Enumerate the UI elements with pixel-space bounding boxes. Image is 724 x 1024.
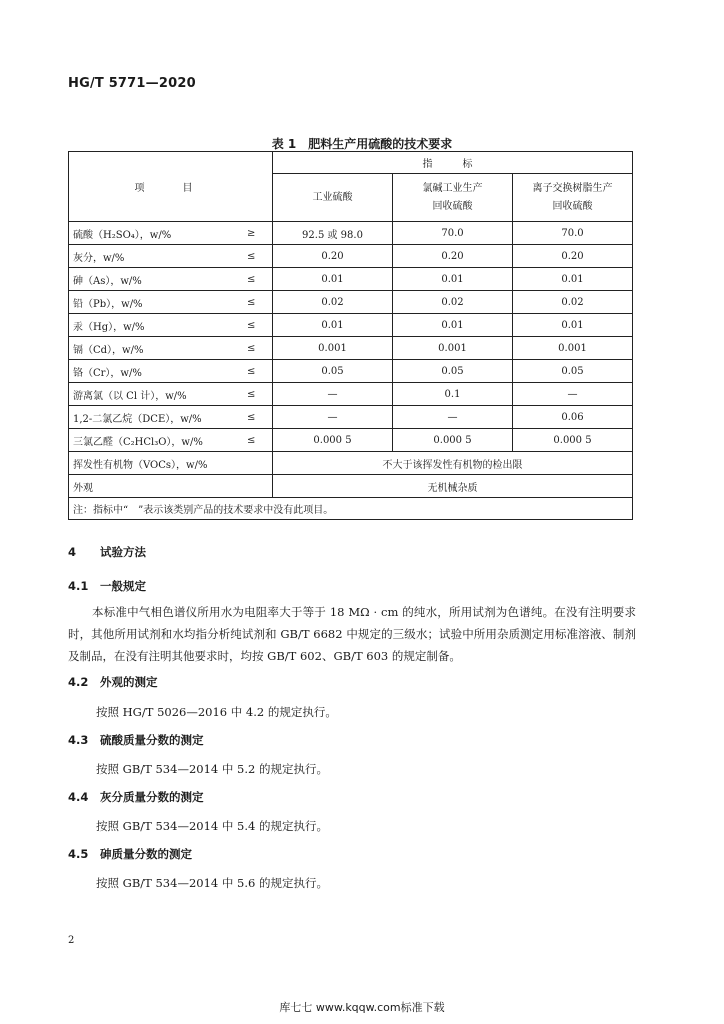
row-value: — [273, 406, 393, 429]
header-item: 项 目 [69, 152, 273, 222]
row-operator: ≤ [231, 337, 273, 360]
row-value: 0.02 [393, 291, 513, 314]
table-row [69, 383, 633, 406]
row-value: 0.01 [513, 268, 633, 291]
row-item: 铬（Cr），w/% [69, 360, 231, 383]
table-row [69, 245, 633, 268]
table-caption: 表 1 肥料生产用硫酸的技术要求 [271, 137, 453, 151]
row-operator: ≥ [231, 222, 273, 245]
section-4-3-text: 按照 GB/T 534—2014 中 5.2 的规定执行。 [96, 762, 328, 776]
row-item: 镉（Cd），w/% [69, 337, 231, 360]
row-operator: ≤ [231, 383, 273, 406]
table-note: 注：指标中“ ”表示该类别产品的技术要求中没有此项目。 [69, 498, 633, 520]
section-4-2-title: 4.2 外观的测定 [68, 675, 158, 689]
row-value: 0.001 [513, 337, 633, 360]
section-4-2-text: 按照 HG/T 5026—2016 中 4.2 的规定执行。 [96, 705, 337, 719]
row-value: 0.05 [273, 360, 393, 383]
row-item: 游离氯（以 Cl 计），w/% [69, 383, 231, 406]
table-row [69, 475, 633, 498]
row-value: — [273, 383, 393, 406]
section-4-4-title: 4.4 灰分质量分数的测定 [68, 790, 204, 804]
row-operator: ≤ [231, 268, 273, 291]
row-value: 0.05 [393, 360, 513, 383]
table-row [69, 429, 633, 452]
section-4-5-text: 按照 GB/T 534—2014 中 5.6 的规定执行。 [96, 876, 328, 890]
row-item: 三氯乙醛（C₂HCl₃O），w/% [69, 429, 231, 452]
row-operator: ≤ [231, 245, 273, 268]
row-value: 0.05 [513, 360, 633, 383]
section-4-1-paragraph: 本标准中气相色谱仪所用水为电阻率大于等于 18 MΩ · cm 的纯水，所用试剂为色谱纯。在没有注明要求时，其他所用试剂和水均指分析纯试剂和 GB/T 6682 中规定的三级水；试验中所用杂质测定用标准溶液、制剂及制品，在没有注明其他要求时，均按 GB/T 602、GB/T 603 的规定制备。 [68, 605, 636, 663]
standard-code: HG/T 5771—2020 [68, 76, 196, 91]
row-value: — [393, 406, 513, 429]
row-value: — [513, 383, 633, 406]
row-item: 铅（Pb），w/% [69, 291, 231, 314]
row-operator: ≤ [231, 406, 273, 429]
row-value: 0.01 [273, 314, 393, 337]
row-value: 0.02 [273, 291, 393, 314]
row-value: 70.0 [393, 222, 513, 245]
table-row [69, 337, 633, 360]
table-note-row [69, 498, 633, 520]
table-row [69, 291, 633, 314]
row-value: 0.20 [513, 245, 633, 268]
footer-watermark: 库七七 www.kqqw.com标准下载 [279, 1001, 445, 1014]
row-value: 0.06 [513, 406, 633, 429]
column-header: 工业硫酸 [273, 174, 393, 222]
row-item: 灰分，w/% [69, 245, 231, 268]
section-4-3-title: 4.3 硫酸质量分数的测定 [68, 733, 204, 747]
spec-table [68, 151, 633, 520]
section-4-title: 4 试验方法 [68, 545, 146, 559]
row-value: 0.1 [393, 383, 513, 406]
row-value: 0.001 [393, 337, 513, 360]
column-header: 氯碱工业生产 回收硫酸 [393, 174, 513, 222]
row-value: 92.5 或 98.0 [273, 222, 393, 245]
row-item: 硫酸（H₂SO₄），w/% [69, 222, 231, 245]
row-value: 0.000 5 [273, 429, 393, 452]
row-value: 0.01 [513, 314, 633, 337]
row-item: 汞（Hg），w/% [69, 314, 231, 337]
table-header-row [69, 152, 633, 174]
row-value: 0.02 [513, 291, 633, 314]
row-value: 0.01 [393, 314, 513, 337]
row-merged-value: 不大于该挥发性有机物的检出限 [273, 452, 633, 475]
row-item: 1,2-二氯乙烷（DCE），w/% [69, 406, 231, 429]
table-row [69, 406, 633, 429]
column-header: 离子交换树脂生产 回收硫酸 [513, 174, 633, 222]
table-row [69, 268, 633, 291]
table-row [69, 222, 633, 245]
row-item: 挥发性有机物（VOCs），w/% [69, 452, 273, 475]
section-4-1-title: 4.1 一般规定 [68, 579, 146, 593]
row-value: 0.01 [273, 268, 393, 291]
page-number: 2 [68, 935, 75, 946]
row-merged-value: 无机械杂质 [273, 475, 633, 498]
row-operator: ≤ [231, 314, 273, 337]
table-row [69, 452, 633, 475]
row-value: 70.0 [513, 222, 633, 245]
section-4-4-text: 按照 GB/T 534—2014 中 5.4 的规定执行。 [96, 819, 328, 833]
row-value: 0.20 [273, 245, 393, 268]
section-4-5-title: 4.5 砷质量分数的测定 [68, 847, 192, 861]
row-item: 砷（As），w/% [69, 268, 231, 291]
row-value: 0.001 [273, 337, 393, 360]
table-row [69, 314, 633, 337]
table-row [69, 360, 633, 383]
header-index: 指 标 [273, 152, 633, 174]
row-item: 外观 [69, 475, 273, 498]
row-operator: ≤ [231, 429, 273, 452]
row-value: 0.000 5 [393, 429, 513, 452]
row-operator: ≤ [231, 360, 273, 383]
row-value: 0.20 [393, 245, 513, 268]
row-value: 0.000 5 [513, 429, 633, 452]
row-operator: ≤ [231, 291, 273, 314]
row-value: 0.01 [393, 268, 513, 291]
